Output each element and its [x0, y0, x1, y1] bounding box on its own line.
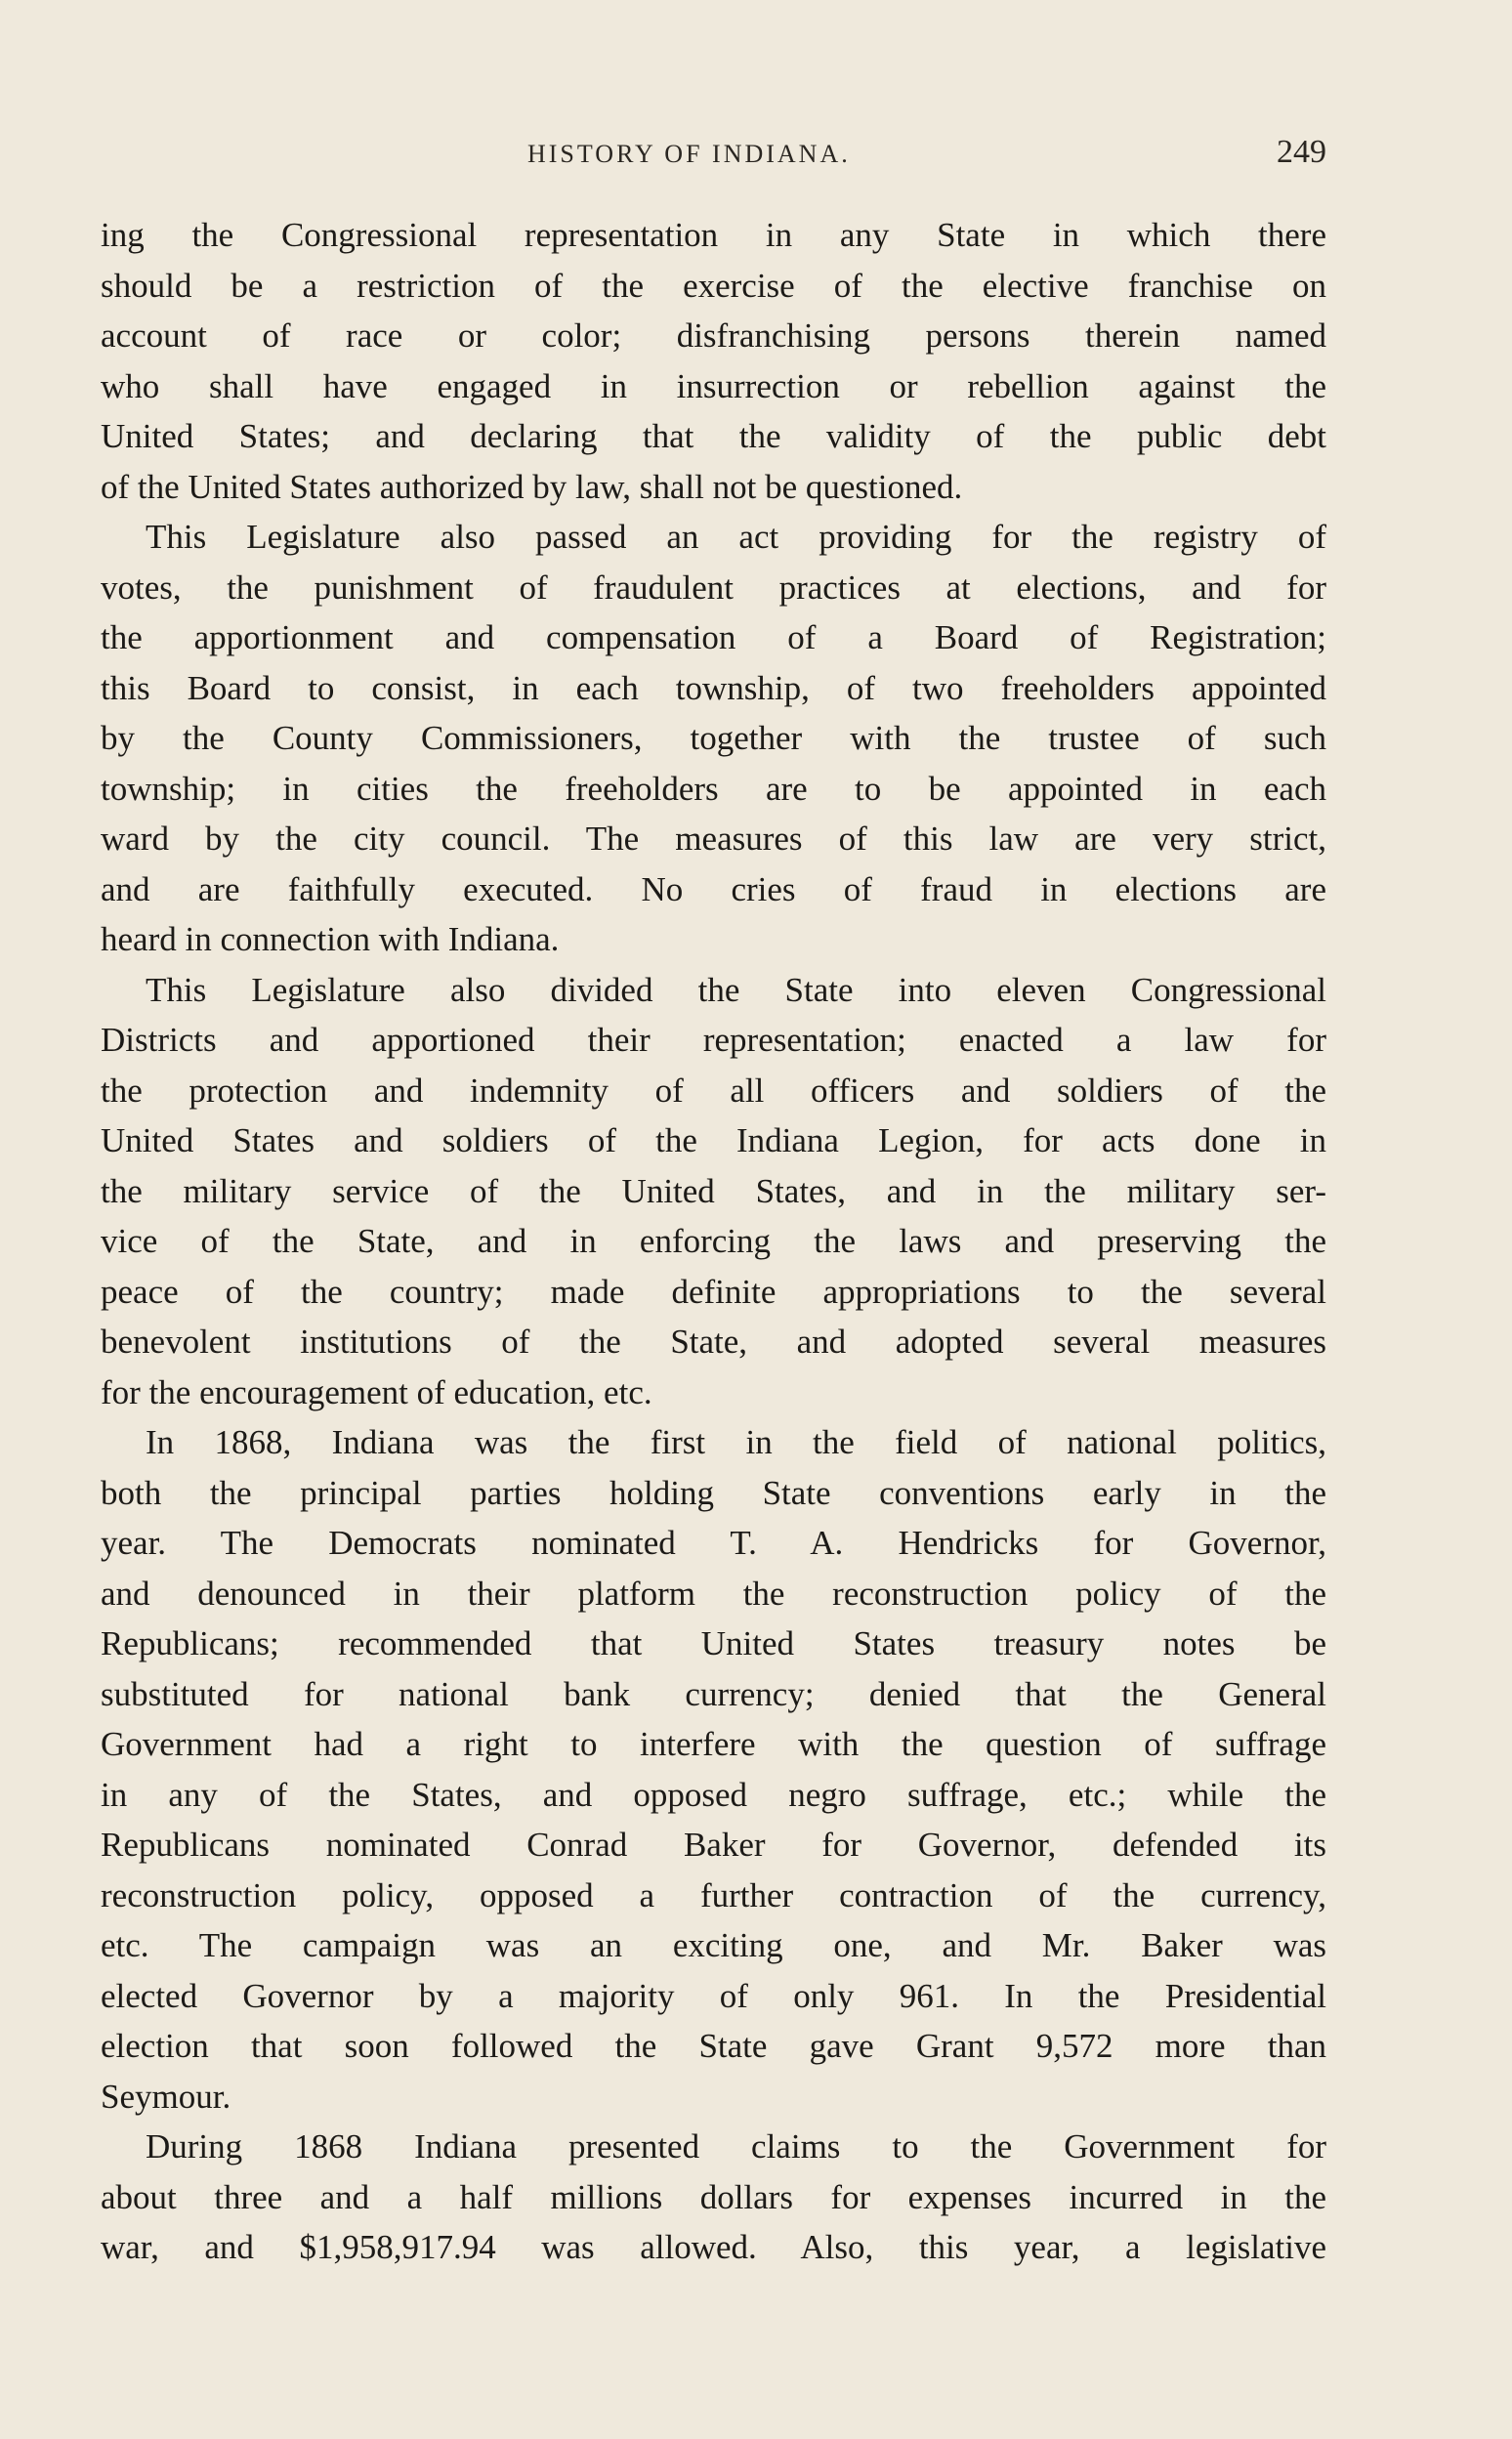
text-line: this Board to consist, in each township, of two freeholders appointed: [101, 668, 1326, 707]
page-number: 249: [1277, 134, 1326, 170]
text-line: This Legislature also divided the State into eleven Congressional: [146, 970, 1326, 1009]
body-text: [101, 210, 1326, 2273]
text-line: etc. The campaign was an exciting one, and Mr. Baker was: [101, 1926, 1326, 1964]
text-line: war, and $1,958,917.94 was allowed. Also, this year, a legislative: [101, 2228, 1326, 2266]
text-line: year. The Democrats nominated T. A. Hendricks for Governor,: [101, 1524, 1326, 1562]
text-line: This Legislature also passed an act providing for the registry of: [146, 518, 1326, 556]
text-line: the protection and indemnity of all officers and soldiers of the: [101, 1071, 1326, 1110]
text-line: substituted for national bank currency; denied that the General: [101, 1674, 1326, 1713]
text-line: who shall have engaged in insurrection or rebellion against the: [101, 366, 1326, 405]
text-line: should be a restriction of the exercise of the elective franchise on: [101, 266, 1326, 305]
text-line: by the County Commissioners, together with the trustee of such: [101, 719, 1326, 757]
text-line: peace of the country; made definite appropriations to the several: [101, 1272, 1326, 1311]
text-line: Government had a right to interfere with the question of suffrage: [101, 1725, 1326, 1763]
text-line: the apportionment and compensation of a Board of Registration;: [101, 618, 1326, 656]
text-line: both the principal parties holding State conventions early in the: [101, 1473, 1326, 1512]
text-line: ward by the city council. The measures of this law are very strict,: [101, 820, 1326, 858]
text-line: votes, the punishment of fraudulent practices at elections, and for: [101, 568, 1326, 607]
text-line: about three and a half millions dollars for expenses incurred in the: [101, 2177, 1326, 2216]
text-line: Seymour.: [101, 2077, 231, 2116]
text-line: and denounced in their platform the reconstruction policy of the: [101, 1574, 1326, 1613]
text-line: of the United States authorized by law, shall not be questioned.: [101, 467, 963, 506]
text-line: vice of the State, and in enforcing the laws and preserving the: [101, 1222, 1326, 1260]
text-line: Republicans nominated Conrad Baker for Governor, defended its: [101, 1826, 1326, 1864]
text-line: benevolent institutions of the State, and adopted several measures: [101, 1323, 1326, 1361]
text-line: election that soon followed the State gave Grant 9,572 more than: [101, 2027, 1326, 2065]
text-line: in any of the States, and opposed negro suffrage, etc.; while the: [101, 1775, 1326, 1814]
text-line: elected Governor by a majority of only 961. In the Presidential: [101, 1976, 1326, 2015]
text-line: account of race or color; disfranchising persons therein named: [101, 316, 1326, 355]
running-title: HISTORY OF INDIANA.: [527, 140, 851, 168]
text-line: Districts and apportioned their representation; enacted a law for: [101, 1021, 1326, 1059]
running-head: [101, 134, 1326, 181]
text-line: the military service of the United States, and in the military ser-: [101, 1171, 1326, 1210]
text-line: During 1868 Indiana presented claims to the Government for: [146, 2127, 1326, 2166]
text-line: United States; and declaring that the validity of the public debt: [101, 417, 1326, 455]
text-line: reconstruction policy, opposed a further contraction of the currency,: [101, 1875, 1326, 1914]
text-line: ing the Congressional representation in any State in which there: [101, 216, 1326, 254]
text-line: Republicans; recommended that United States treasury notes be: [101, 1624, 1326, 1662]
text-line: and are faithfully executed. No cries of fraud in elections are: [101, 869, 1326, 908]
text-line: United States and soldiers of the Indiana Legion, for acts done in: [101, 1121, 1326, 1159]
text-line: for the encouragement of education, etc.: [101, 1372, 652, 1411]
text-line: township; in cities the freeholders are to be appointed in each: [101, 769, 1326, 808]
text-line: heard in connection with Indiana.: [101, 920, 560, 958]
text-line: In 1868, Indiana was the first in the field of national politics,: [146, 1423, 1326, 1461]
